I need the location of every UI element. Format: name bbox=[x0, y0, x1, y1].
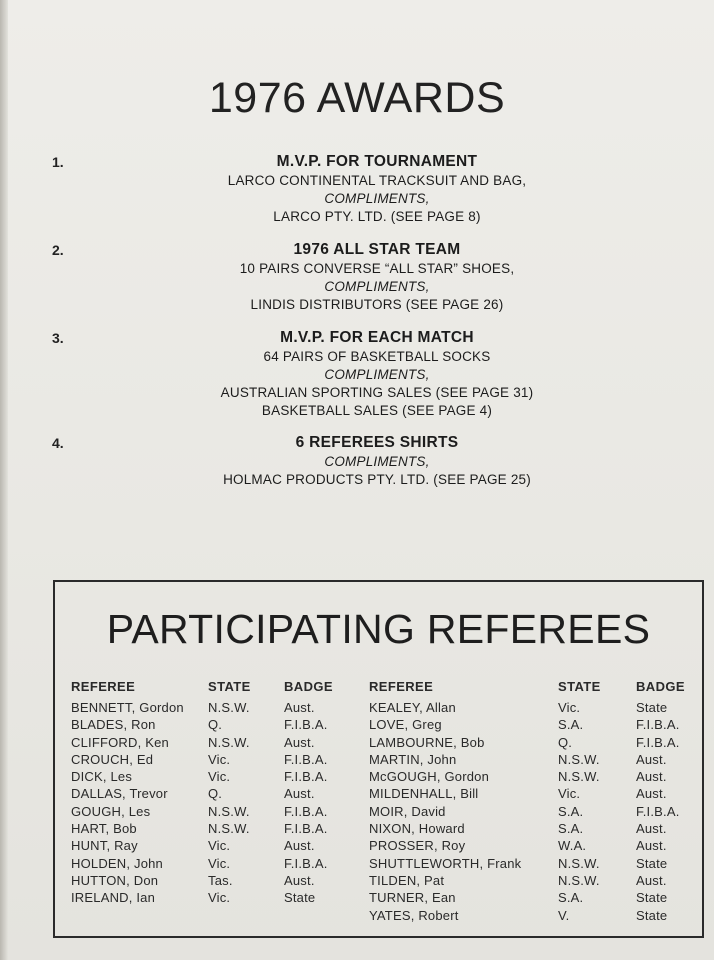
badge-header: BADGE bbox=[636, 679, 685, 694]
award-number: 3. bbox=[52, 330, 64, 346]
referee-name: DALLAS, Trevor bbox=[71, 786, 168, 802]
referee-state: Q. bbox=[208, 717, 223, 733]
referee-badge: F.I.B.A. bbox=[284, 751, 328, 767]
award-line: COMPLIMENTS, bbox=[324, 191, 430, 206]
referee-badge: F.I.B.A. bbox=[284, 803, 328, 819]
referee-badge: Aust. bbox=[636, 786, 667, 802]
referee-name: TILDEN, Pat bbox=[369, 872, 445, 888]
referee-state: S.A. bbox=[558, 803, 584, 819]
right-badge-column bbox=[636, 679, 685, 924]
award-line: AUSTRALIAN SPORTING SALES (SEE PAGE 31) bbox=[220, 385, 534, 400]
award-item bbox=[0, 328, 714, 420]
award-line: LINDIS DISTRIBUTORS (SEE PAGE 26) bbox=[250, 297, 504, 312]
referee-name: HUTTON, Don bbox=[71, 872, 159, 888]
referee-badge: Aust. bbox=[636, 872, 667, 888]
awards-title: 1976 AWARDS bbox=[208, 74, 506, 122]
referee-badge: F.I.B.A. bbox=[284, 821, 328, 837]
referee-state: S.A. bbox=[558, 821, 584, 837]
left-state-column bbox=[208, 679, 251, 907]
award-item bbox=[0, 152, 714, 226]
referee-badge: F.I.B.A. bbox=[284, 717, 328, 733]
referee-name: LAMBOURNE, Bob bbox=[369, 734, 485, 750]
referee-state: N.S.W. bbox=[208, 734, 250, 750]
referee-name: HART, Bob bbox=[71, 821, 137, 837]
referee-state: N.S.W. bbox=[558, 872, 600, 888]
referee-badge: F.I.B.A. bbox=[636, 803, 680, 819]
award-heading: 6 REFEREES SHIRTS bbox=[295, 434, 459, 451]
referee-name: CROUCH, Ed bbox=[71, 751, 154, 767]
state-header: STATE bbox=[558, 679, 601, 694]
referee-badge: Aust. bbox=[284, 838, 315, 854]
referee-state: W.A. bbox=[558, 838, 587, 854]
referee-state: Q. bbox=[558, 734, 573, 750]
referee-state: N.S.W. bbox=[558, 855, 600, 871]
referee-badge: Aust. bbox=[636, 751, 667, 767]
referee-name: IRELAND, Ian bbox=[71, 890, 156, 906]
award-line: BASKETBALL SALES (SEE PAGE 4) bbox=[261, 403, 493, 418]
referee-name: TURNER, Ean bbox=[369, 890, 456, 906]
award-heading: M.V.P. FOR TOURNAMENT bbox=[276, 153, 478, 170]
referee-state: N.S.W. bbox=[558, 769, 600, 785]
award-line: LARCO CONTINENTAL TRACKSUIT AND BAG, bbox=[227, 173, 527, 188]
referee-badge: F.I.B.A. bbox=[284, 855, 328, 871]
referee-state: Vic. bbox=[208, 751, 231, 767]
award-line: COMPLIMENTS, bbox=[324, 454, 430, 469]
referee-state: V. bbox=[558, 907, 570, 923]
referee-badge: State bbox=[636, 907, 668, 923]
award-number: 4. bbox=[52, 435, 64, 451]
referee-header: REFEREE bbox=[71, 679, 136, 694]
referee-state: Q. bbox=[208, 786, 223, 802]
award-item bbox=[0, 240, 714, 314]
state-header: STATE bbox=[208, 679, 251, 694]
award-heading: M.V.P. FOR EACH MATCH bbox=[280, 329, 474, 346]
left-referee-column bbox=[71, 679, 184, 907]
referee-name: HUNT, Ray bbox=[71, 838, 138, 854]
referee-state: N.S.W. bbox=[558, 751, 600, 767]
referee-name: BENNETT, Gordon bbox=[71, 700, 184, 715]
award-line: 64 PAIRS OF BASKETBALL SOCKS bbox=[263, 349, 491, 364]
referee-state: Vic. bbox=[208, 890, 231, 906]
referee-badge: F.I.B.A. bbox=[636, 734, 680, 750]
referee-state: Vic. bbox=[558, 786, 581, 802]
referee-badge: Aust. bbox=[636, 769, 667, 785]
referee-state: Tas. bbox=[208, 872, 233, 888]
referees-title: PARTICIPATING REFEREES bbox=[106, 606, 651, 652]
referee-badge: F.I.B.A. bbox=[284, 769, 328, 785]
referee-name: HOLDEN, John bbox=[71, 855, 163, 871]
right-state-column bbox=[558, 679, 601, 924]
referee-badge: State bbox=[636, 700, 668, 715]
referee-name: McGOUGH, Gordon bbox=[369, 769, 490, 785]
award-line: LARCO PTY. LTD. (SEE PAGE 8) bbox=[273, 209, 481, 224]
award-item bbox=[0, 433, 714, 489]
award-line: COMPLIMENTS, bbox=[324, 279, 430, 294]
referee-badge: Aust. bbox=[284, 734, 315, 750]
referee-name: GOUGH, Les bbox=[71, 803, 151, 819]
referee-state: S.A. bbox=[558, 890, 584, 906]
referee-name: YATES, Robert bbox=[369, 907, 459, 923]
referee-name: KEALEY, Allan bbox=[369, 700, 456, 715]
referee-state: Vic. bbox=[208, 769, 231, 785]
left-badge-column bbox=[284, 679, 333, 907]
referee-name: PROSSER, Roy bbox=[369, 838, 466, 854]
referee-header: REFEREE bbox=[369, 679, 434, 694]
referee-state: N.S.W. bbox=[208, 803, 250, 819]
referee-name: LOVE, Greg bbox=[369, 717, 442, 733]
award-heading: 1976 ALL STAR TEAM bbox=[293, 241, 461, 258]
referee-badge: State bbox=[636, 855, 668, 871]
referee-name: MARTIN, John bbox=[369, 751, 457, 767]
award-number: 1. bbox=[52, 154, 64, 170]
referee-state: Vic. bbox=[558, 700, 581, 715]
referee-name: CLIFFORD, Ken bbox=[71, 734, 169, 750]
referee-name: SHUTTLEWORTH, Frank bbox=[369, 855, 522, 871]
referee-badge: State bbox=[636, 890, 668, 906]
referee-state: Vic. bbox=[208, 855, 231, 871]
referee-badge: Aust. bbox=[284, 786, 315, 802]
right-referee-column bbox=[369, 679, 521, 924]
referee-badge: Aust. bbox=[636, 821, 667, 837]
referee-badge: F.I.B.A. bbox=[636, 717, 680, 733]
award-line: HOLMAC PRODUCTS PTY. LTD. (SEE PAGE 25) bbox=[223, 472, 531, 487]
award-line: COMPLIMENTS, bbox=[324, 367, 430, 382]
referee-name: MILDENHALL, Bill bbox=[369, 786, 479, 802]
referee-badge: State bbox=[284, 890, 316, 906]
referee-name: NIXON, Howard bbox=[369, 821, 465, 837]
badge-header: BADGE bbox=[284, 679, 333, 694]
referee-state: N.S.W. bbox=[208, 700, 250, 715]
referee-name: BLADES, Ron bbox=[71, 717, 156, 733]
referee-badge: Aust. bbox=[284, 872, 315, 888]
referee-state: Vic. bbox=[208, 838, 231, 854]
referee-state: N.S.W. bbox=[208, 821, 250, 837]
award-line: 10 PAIRS CONVERSE “ALL STAR” SHOES, bbox=[239, 261, 515, 276]
referee-badge: Aust. bbox=[284, 700, 315, 715]
award-number: 2. bbox=[52, 242, 64, 258]
referee-name: DICK, Les bbox=[71, 769, 133, 785]
referee-state: S.A. bbox=[558, 717, 584, 733]
referee-name: MOIR, David bbox=[369, 803, 446, 819]
referee-badge: Aust. bbox=[636, 838, 667, 854]
